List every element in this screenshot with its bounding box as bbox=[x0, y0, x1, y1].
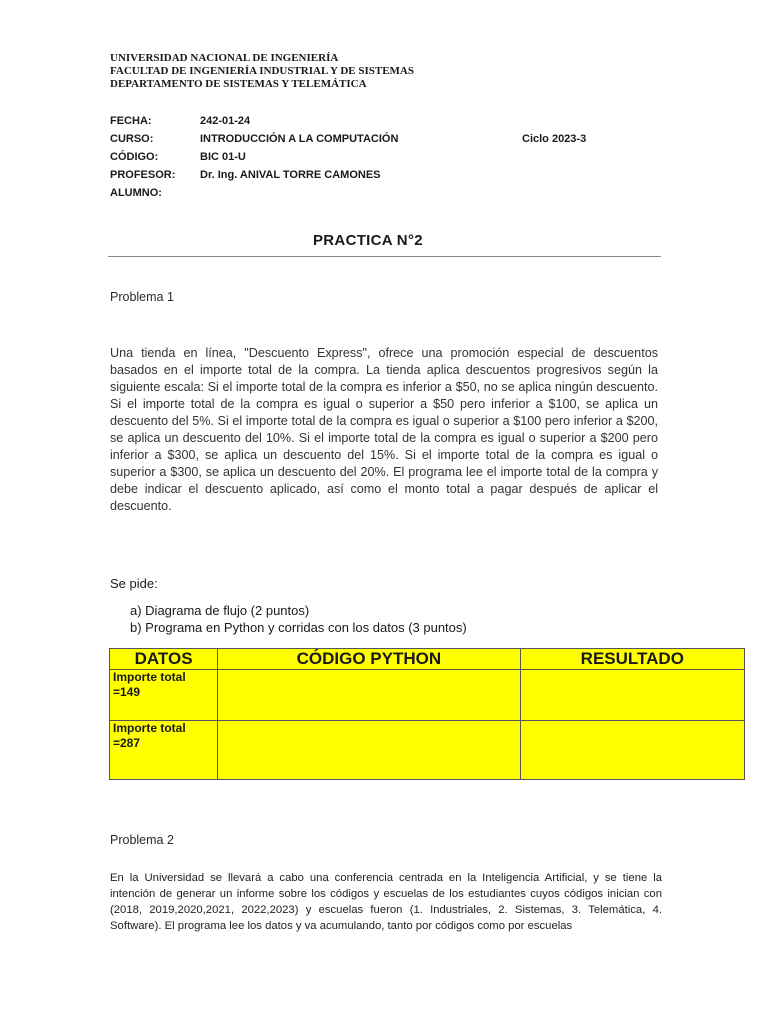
datos-cell: Importe total =287 bbox=[110, 721, 218, 780]
deliverable-item-b: b) Programa en Python y corridas con los datos (3 puntos) bbox=[130, 620, 467, 635]
profesor-label: PROFESOR: bbox=[110, 169, 176, 181]
codigo-cell[interactable] bbox=[218, 670, 520, 721]
header-resultado: RESULTADO bbox=[520, 649, 744, 670]
codigo-label: CÓDIGO: bbox=[110, 151, 159, 163]
alumno-label: ALUMNO: bbox=[110, 187, 162, 199]
title-divider bbox=[108, 256, 661, 257]
faculty-name: FACULTAD DE INGENIERÍA INDUSTRIAL Y DE SISTEMAS bbox=[110, 65, 414, 77]
table-row bbox=[110, 670, 745, 721]
fecha-label: FECHA: bbox=[110, 115, 152, 127]
ciclo-value: Ciclo 2023-3 bbox=[522, 133, 587, 145]
curso-value: INTRODUCCIÓN A LA COMPUTACIÓN bbox=[200, 133, 399, 145]
problem-1-text: Una tienda en línea, "Descuento Express", ofrece una promoción especial de descuentos basados en el importe total de la compra. La tienda aplica descuentos progresivos según la siguiente escala: Si el importe total de la compra es inferior a $50, no se aplica ningún descuento. Si el importe total de la compra es igual o superior a $50 pero inferior a $100, se aplica un descuento del 5%. Si el importe total de la compra es igual o superior a $100 pero inferior a $200, se aplica un descuento del 10%. Si el importe total de la compra es igual o superior a $200 pero inferior a $300, se aplica un descuento del 15%. Si el importe total de la compra es igual o superior a $300, se aplica un descuento del 20%. El programa lee el importe total de la compra y debe indicar el descuento aplicado, así como el monto total a pagar después de aplicar el descuento. bbox=[110, 346, 658, 513]
curso-label: CURSO: bbox=[110, 133, 154, 145]
header-datos: DATOS bbox=[110, 649, 218, 670]
profesor-value: Dr. Ing. ANIVAL TORRE CAMONES bbox=[200, 169, 381, 181]
problem-2-label: Problema 2 bbox=[110, 833, 174, 847]
codigo-cell[interactable] bbox=[218, 721, 520, 780]
problem-2-text: En la Universidad se llevará a cabo una conferencia centrada en la Inteligencia Artificial, y se tiene la intención de generar un informe sobre los códigos y escuelas de los estudiantes cuyos códigos inician con (2018, 2019,2020,2021, 2022,2023) y escuelas fueron (1. Industriales, 2. Sistemas, 3. Telemática, 4. Software). El programa lee los datos y va acumulando, tanto por códigos como por escuelas bbox=[110, 872, 662, 932]
table-header-row bbox=[110, 649, 745, 670]
institution-header bbox=[110, 52, 670, 91]
fecha-value: 242-01-24 bbox=[200, 115, 251, 127]
deliverables-list bbox=[130, 602, 467, 636]
se-pide-label: Se pide: bbox=[110, 576, 158, 591]
codigo-value: BIC 01-U bbox=[200, 151, 246, 163]
data-table bbox=[109, 648, 745, 780]
datos-cell: Importe total =149 bbox=[110, 670, 218, 721]
university-name: UNIVERSIDAD NACIONAL DE INGENIERÍA bbox=[110, 52, 339, 64]
resultado-cell[interactable] bbox=[520, 670, 744, 721]
department-name: DEPARTAMENTO DE SISTEMAS Y TELEMÁTICA bbox=[110, 78, 367, 90]
page-title: PRACTICA N°2 bbox=[313, 232, 423, 249]
header-codigo-python: CÓDIGO PYTHON bbox=[218, 649, 520, 670]
resultado-cell[interactable] bbox=[520, 721, 744, 780]
deliverable-item-a: a) Diagrama de flujo (2 puntos) bbox=[130, 603, 310, 618]
table-row bbox=[110, 721, 745, 780]
problem-1-label: Problema 1 bbox=[110, 290, 174, 304]
